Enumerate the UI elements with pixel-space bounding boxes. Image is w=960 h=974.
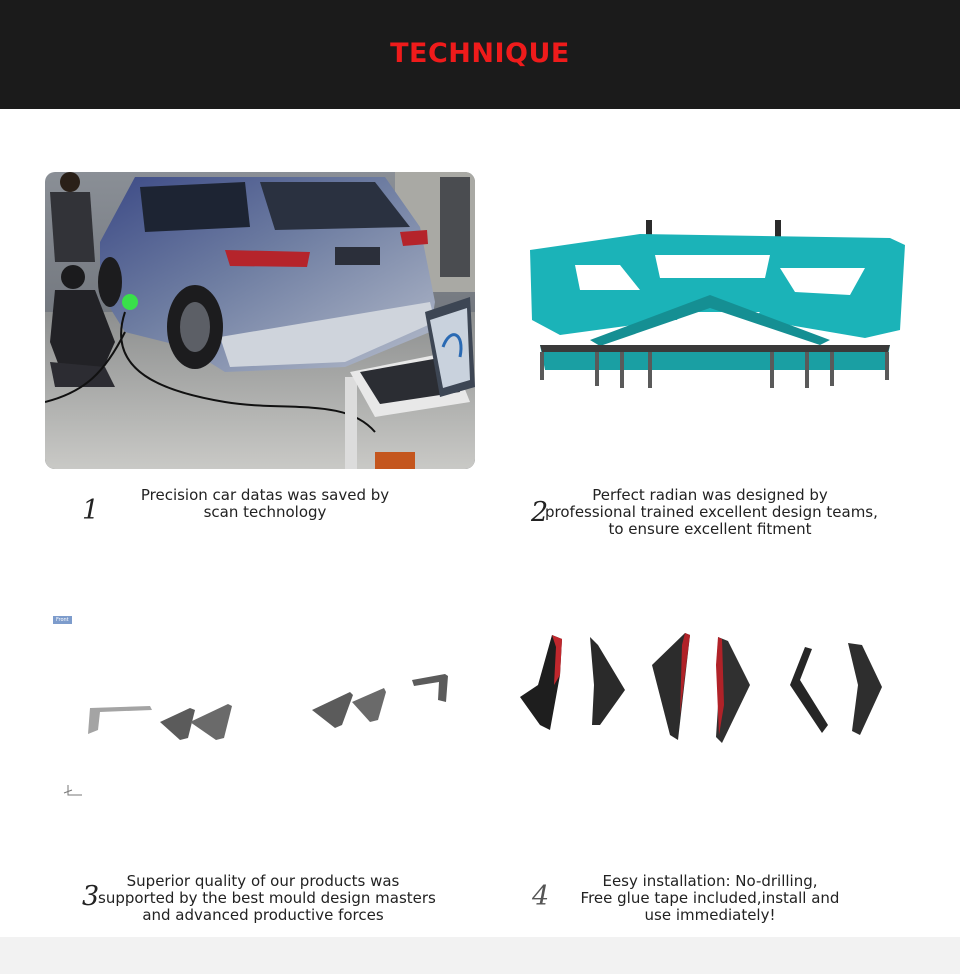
caption-line: to ensure excellent fitment	[608, 520, 812, 538]
step-number-2: 2	[531, 497, 549, 528]
step-number-1: 1	[82, 495, 100, 526]
caption-line: and advanced productive forces	[142, 906, 384, 924]
caption-line: Free glue tape included,install and	[580, 889, 840, 907]
scanning-photo	[45, 172, 475, 469]
step-caption-3	[98, 872, 436, 924]
carbon-parts-photo	[510, 625, 900, 755]
caption-line: Perfect radian was designed by	[592, 486, 828, 504]
step-caption-4	[545, 873, 875, 924]
step-number-3: 3	[82, 881, 100, 912]
footer-band	[0, 937, 960, 974]
caption-line: Precision car datas was saved by	[140, 486, 390, 504]
header-bar	[0, 0, 960, 109]
page-title: TECHNIQUE	[390, 38, 570, 69]
caption-line: professional trained excellent design teams,	[545, 503, 878, 521]
step-caption-2	[545, 486, 878, 538]
view-label: Front	[53, 616, 72, 624]
caption-line: Superior quality of our products was	[126, 872, 400, 890]
step-number-4: 4	[532, 881, 550, 912]
mould-cad-render	[50, 610, 470, 810]
carbon-fins-illustration	[510, 625, 900, 755]
bumper-scan-illustration	[520, 220, 910, 390]
caption-line: use immediately!	[644, 906, 776, 924]
caption-line: supported by the best mould design masters	[98, 889, 436, 907]
scan-model-render	[520, 220, 910, 390]
step-caption-1	[100, 487, 430, 521]
caption-line: scan technology	[203, 503, 327, 521]
caption-line: Eesy installation: No-drilling,	[602, 872, 818, 890]
mould-parts-illustration	[50, 610, 470, 810]
scanning-illustration	[45, 172, 475, 469]
